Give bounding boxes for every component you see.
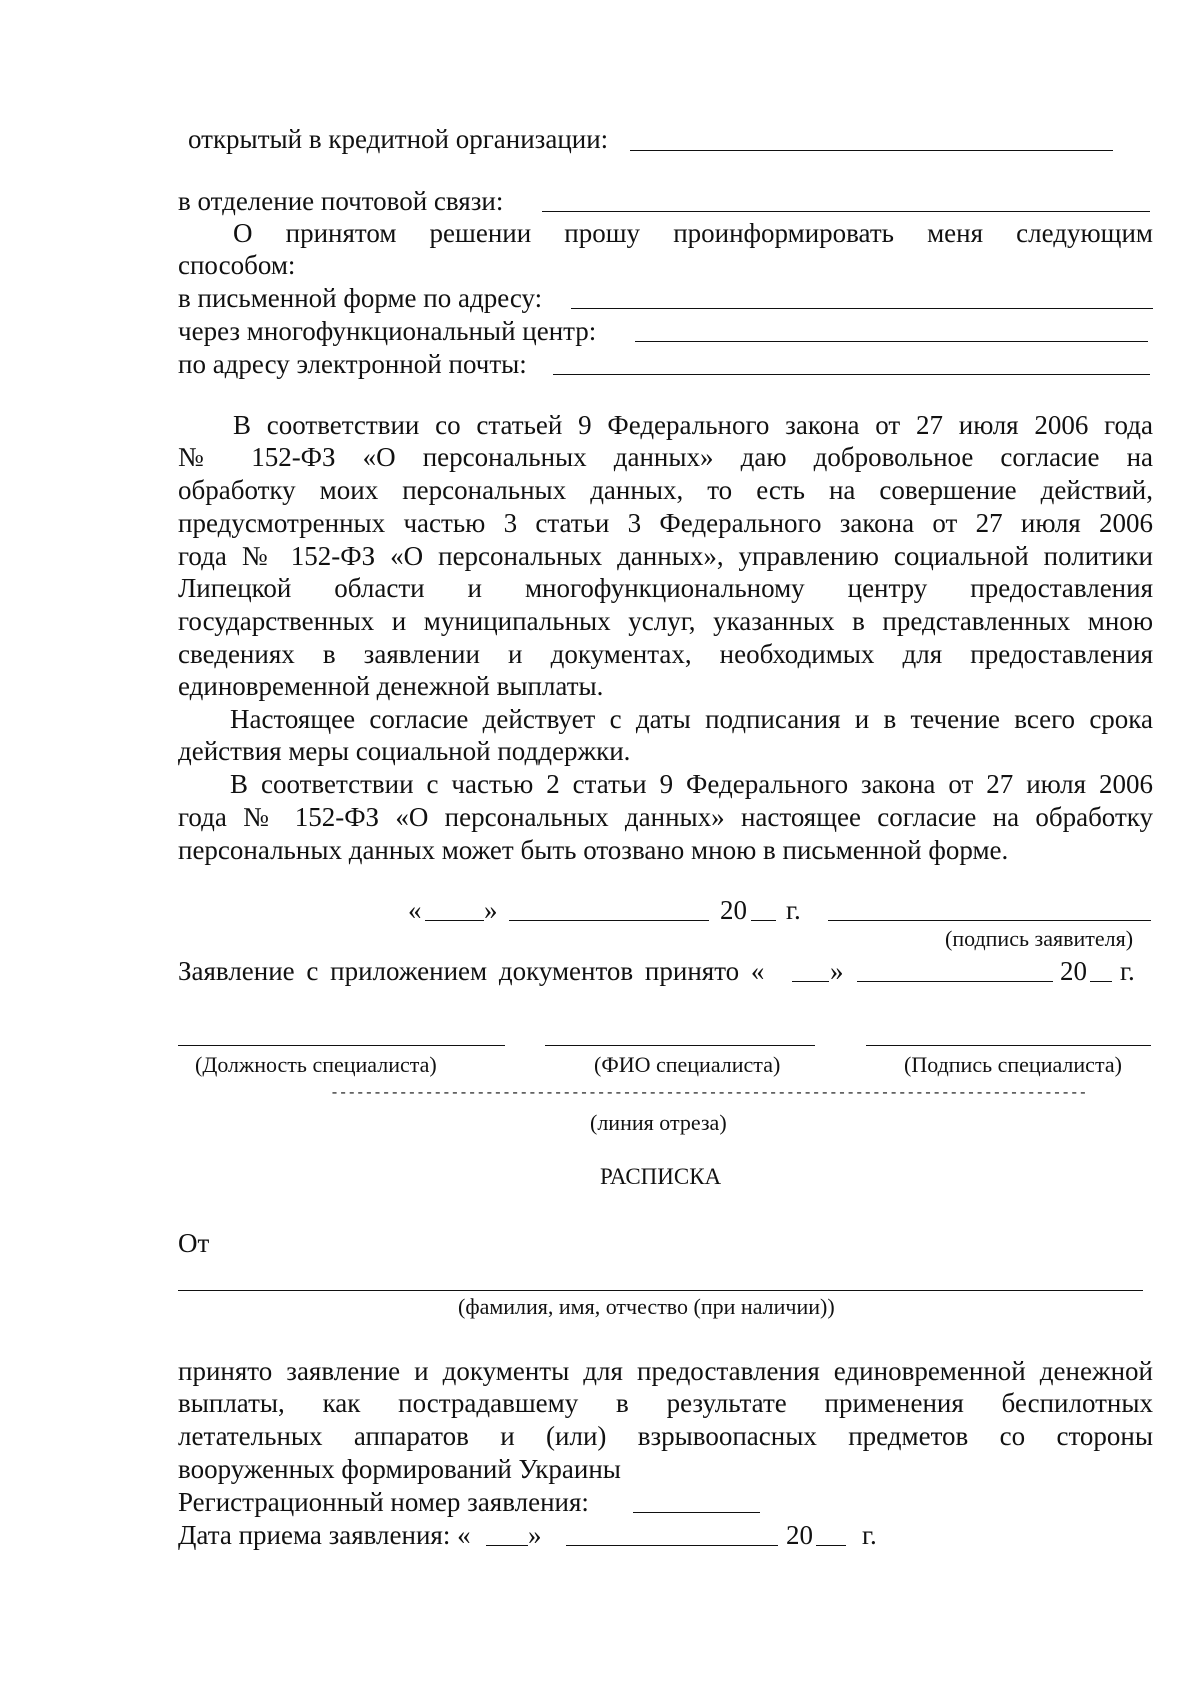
inform-line-1: О принятом решении прошу проинформировать меня следующим (233, 218, 1153, 248)
date-year-prefix: 20 (720, 895, 747, 925)
mfc-field[interactable] (635, 341, 1148, 342)
receipt-year-suffix: г. (862, 1520, 877, 1550)
date-day-field[interactable] (425, 920, 484, 921)
consent-line: Липецкой области и многофункциональному центру предоставления (178, 573, 1153, 603)
consent-line: года № 152-ФЗ «О персональных данных», управлению социальной политики (178, 541, 1153, 571)
receipt-day-field[interactable] (486, 1545, 528, 1546)
specialist-position-caption: (Должность специалиста) (195, 1052, 437, 1077)
consent-line: государственных и муниципальных услуг, указанных в представленных мною (178, 606, 1153, 636)
receipt-year-field[interactable] (816, 1545, 846, 1546)
validity-line: Настоящее согласие действует с даты подписания и в течение всего срока (230, 704, 1153, 734)
receipt-month-field[interactable] (566, 1545, 778, 1546)
full-name-caption: (фамилия, имя, отчество (при наличии)) (458, 1294, 835, 1319)
accepted-label: Заявление с приложением документов принято « (178, 956, 765, 986)
validity-line: действия меры социальной поддержки. (178, 736, 631, 766)
date-month-field[interactable] (509, 920, 709, 921)
date-open-quote: « (408, 895, 422, 925)
accepted-year-suffix: г. (1120, 956, 1135, 986)
applicant-signature-caption: (подпись заявителя) (945, 926, 1134, 951)
email-label: по адресу электронной почты: (178, 349, 527, 379)
specialist-signature-field[interactable] (866, 1045, 1151, 1046)
withdraw-line: персональных данных может быть отозвано мною в письменной форме. (178, 835, 1009, 865)
withdraw-line: В соответствии с частью 2 статьи 9 Федерального закона от 27 июля 2006 (230, 769, 1153, 799)
applicant-signature-field[interactable] (828, 920, 1151, 921)
post-office-label: в отделение почтовой связи: (178, 186, 504, 216)
written-form-field[interactable] (571, 308, 1153, 309)
consent-line: единовременной денежной выплаты. (178, 671, 604, 701)
consent-line: сведениях в заявлении и документах, необходимых для предоставления (178, 639, 1153, 669)
credit-org-field[interactable] (630, 150, 1113, 151)
inform-line-2: способом: (178, 250, 296, 280)
post-office-field[interactable] (542, 211, 1150, 212)
date-year-field[interactable] (751, 920, 776, 921)
specialist-position-field[interactable] (178, 1045, 505, 1046)
date-close-quote: » (484, 895, 498, 925)
email-field[interactable] (553, 374, 1150, 375)
accepted-day-field[interactable] (792, 981, 829, 982)
receipt-date-close: » (528, 1520, 542, 1550)
reg-number-label: Регистрационный номер заявления: (178, 1487, 589, 1517)
cut-line-caption: (линия отреза) (590, 1110, 727, 1135)
receipt-year-prefix: 20 (786, 1520, 813, 1550)
specialist-name-caption: (ФИО специалиста) (594, 1052, 781, 1077)
receipt-date-label: Дата приема заявления: « (178, 1520, 471, 1550)
accepted-year-prefix: 20 (1060, 956, 1087, 986)
mfc-label: через многофункциональный центр: (178, 316, 597, 346)
receipt-line: выплаты, как пострадавшему в результате применения беспилотных (178, 1388, 1153, 1418)
receipt-title: РАСПИСКА (600, 1164, 722, 1189)
reg-number-field[interactable] (633, 1512, 760, 1513)
consent-line: обработку моих персональных данных, то есть на совершение действий, (178, 475, 1153, 505)
specialist-name-field[interactable] (545, 1045, 815, 1046)
full-name-field[interactable] (178, 1290, 1143, 1291)
date-year-suffix: г. (786, 895, 801, 925)
specialist-signature-caption: (Подпись специалиста) (904, 1052, 1122, 1077)
consent-line: № 152-ФЗ «О персональных данных» даю добровольное согласие на (178, 442, 1153, 472)
written-form-label: в письменной форме по адресу: (178, 283, 543, 313)
cut-line: ---------------------------------------------------------------------------------------- (330, 1085, 1087, 1102)
receipt-line: вооруженных формирований Украины (178, 1454, 621, 1484)
accepted-month-field[interactable] (857, 981, 1053, 982)
consent-line: В соответствии со статьей 9 Федерального закона от 27 июля 2006 года (233, 410, 1153, 440)
consent-line: предусмотренных частью 3 статьи 3 Федерального закона от 27 июля 2006 (178, 508, 1153, 538)
from-label: От (178, 1228, 210, 1258)
receipt-line: летательных аппаратов и (или) взрывоопасных предметов со стороны (178, 1421, 1153, 1451)
receipt-line: принято заявление и документы для предоставления единовременной денежной (178, 1356, 1153, 1386)
accepted-close-quote: » (830, 956, 844, 986)
accepted-year-field[interactable] (1090, 981, 1112, 982)
withdraw-line: года № 152-ФЗ «О персональных данных» настоящее согласие на обработку (178, 802, 1153, 832)
credit-org-label: открытый в кредитной организации: (188, 124, 609, 154)
